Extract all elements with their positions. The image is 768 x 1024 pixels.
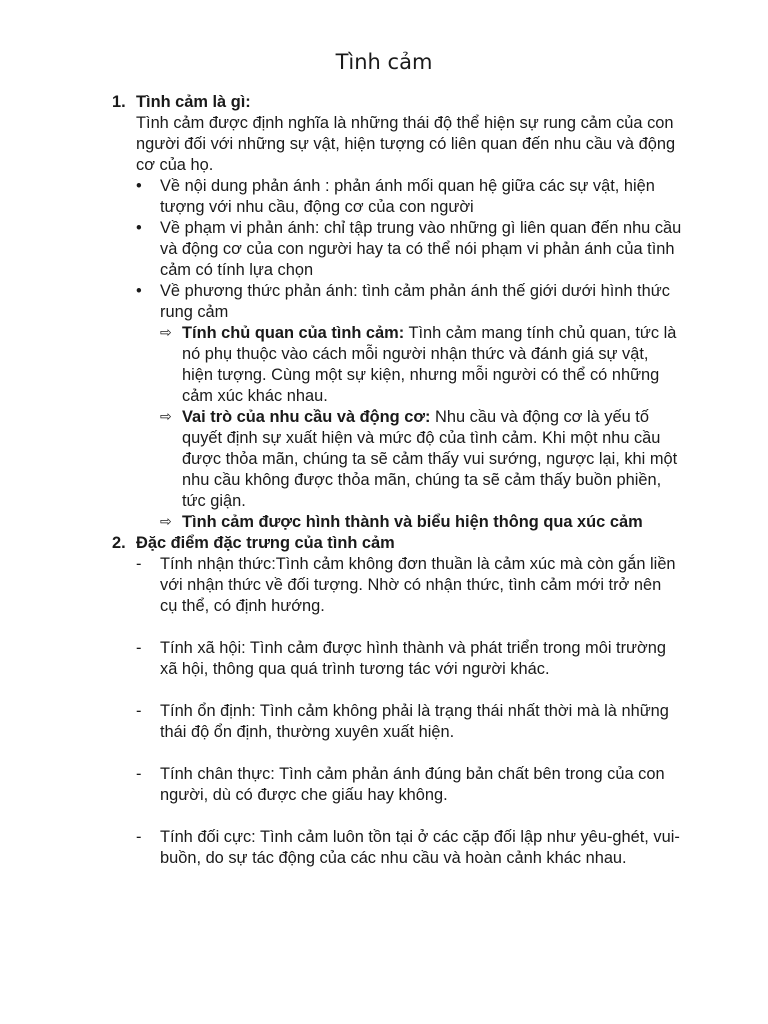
- arrow-item-text: [182, 512, 643, 533]
- dash-item-text: Tính xã hội: Tình cảm được hình thành và phát triển trong môi trường xã hội, thông qua quá trình tương tác với người khác.: [160, 639, 666, 678]
- list-item: [136, 176, 682, 218]
- arrow-right-icon: ⇨: [160, 514, 172, 530]
- bullet-text: Về phương thức phản ánh: tình cảm phản ánh thế giới dưới hình thức rung cảm: [160, 282, 670, 321]
- arrow-item: [160, 323, 682, 407]
- bullet-icon: •: [136, 177, 142, 195]
- document-body: [112, 92, 682, 890]
- section-2-heading: [112, 533, 682, 554]
- arrow-item-text: [182, 323, 682, 407]
- arrow-item-desc: Nhu cầu và động cơ là yếu tố quyết định sự xuất hiện và mức độ của tình cảm. Khi một nhu cầu được thỏa mãn, chúng ta sẽ cảm thấy vui sướng, ngược lại, khi một nhu cầu không được thỏa mãn, chúng ta sẽ cảm thấy buồn phiền, tức giận.: [182, 408, 678, 510]
- arrow-item: [160, 407, 682, 512]
- arrow-item-text: [182, 407, 682, 512]
- dash-item-text: Tính ổn định: Tình cảm không phải là trạng thái nhất thời mà là những thái độ ổn định, thường xuyên xuất hiện.: [160, 702, 669, 741]
- list-item: [136, 764, 682, 806]
- dash-icon: -: [136, 765, 142, 783]
- arrow-list: [136, 323, 682, 533]
- arrow-right-icon: ⇨: [160, 409, 172, 425]
- section-1-number: 1.: [112, 93, 126, 111]
- arrow-item: [160, 512, 682, 533]
- dash-icon: -: [136, 555, 142, 573]
- arrow-item-bold: Tính chủ quan của tình cảm:: [182, 324, 405, 342]
- section-2-body: [112, 554, 682, 869]
- dash-item-text: Tính nhận thức:Tình cảm không đơn thuần là cảm xúc mà còn gắn liền với nhận thức về đối tượng. Nhờ có nhận thức, tình cảm mới trở nên cụ thể, có định hướng.: [160, 555, 676, 615]
- dash-icon: -: [136, 702, 142, 720]
- dash-item-text: Tính chân thực: Tình cảm phản ánh đúng bản chất bên trong của con người, dù có được che giấu hay không.: [160, 765, 665, 804]
- dash-item-text: Tính đối cực: Tình cảm luôn tồn tại ở các cặp đối lập như yêu-ghét, vui-buồn, do sự tác động của các nhu cầu và hoàn cảnh khác nhau.: [160, 828, 680, 867]
- section-1-heading: [112, 92, 682, 113]
- arrow-right-icon: ⇨: [160, 325, 172, 341]
- section-1-intro: Tình cảm được định nghĩa là những thái độ thể hiện sự rung cảm của con người đối với những sự vật, hiện tượng có liên quan đến nhu cầu và động cơ của họ.: [136, 114, 676, 174]
- list-item: [136, 701, 682, 743]
- dash-icon: -: [136, 639, 142, 657]
- arrow-item-desc: Tình cảm mang tính chủ quan, tức là nó phụ thuộc vào cách mỗi người nhận thức và đánh giá sự vật, hiện tượng. Cùng một sự kiện, nhưng mỗi người có thể có những cảm xúc khác nhau.: [182, 324, 677, 405]
- arrow-item-bold: Vai trò của nhu cầu và động cơ:: [182, 408, 431, 426]
- list-item: [136, 827, 682, 869]
- bullet-icon: •: [136, 282, 142, 300]
- list-item: [136, 281, 682, 323]
- bullet-text: Về phạm vi phản ánh: chỉ tập trung vào những gì liên quan đến nhu cầu và động cơ của con người hay ta có thể nói phạm vi phản ánh của tình cảm có tính lựa chọn: [160, 219, 682, 279]
- bullet-icon: •: [136, 219, 142, 237]
- list-item: [136, 638, 682, 680]
- list-item: [136, 218, 682, 281]
- arrow-item-bold: Tình cảm được hình thành và biểu hiện thông qua xúc cảm: [182, 513, 643, 531]
- dash-icon: -: [136, 828, 142, 846]
- list-item: [136, 554, 682, 617]
- section-2-title: Đặc điểm đặc trưng của tình cảm: [136, 534, 395, 552]
- page-title: Tình cảm: [335, 50, 433, 74]
- section-2-number: 2.: [112, 534, 126, 552]
- section-1-body: [112, 113, 682, 533]
- section-1-title: Tình cảm là gì:: [136, 93, 251, 111]
- bullet-text: Về nội dung phản ánh : phản ánh mối quan hệ giữa các sự vật, hiện tượng với nhu cầu, động cơ của con người: [160, 177, 655, 216]
